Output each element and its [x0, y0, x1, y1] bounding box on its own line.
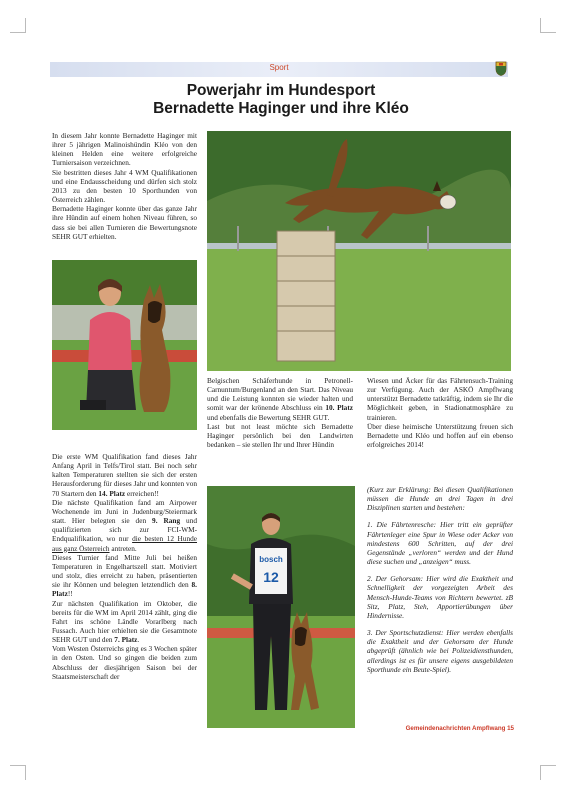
crop-mark — [25, 18, 26, 32]
left-paragraph — [52, 599, 197, 645]
left-column-text — [52, 452, 197, 681]
note-item-tracking: 1. Die Fährtenresche: Hier tritt ein geprüfter Fährtenleger eine Spur in Wiese oder Acker von mindestens 600 Schritten, auf der drei Gegenstände „verloren“ werden und der Hund diese suchen und „anzeigen“ muss. — [367, 520, 513, 567]
crop-mark — [540, 766, 541, 780]
vest-number-label: 12 — [263, 569, 279, 585]
left-paragraph — [52, 498, 197, 553]
text-run: und qualifizierten sich zur FCI-WM-Endqualifikation, wo nur — [52, 516, 197, 544]
intro-paragraph: Bernadette Haginger konnte über das ganze Jahr ihre Hündin auf einem hohen Niveau führen, so dass sie bei allen Turnieren die Bewertungsnote SEHR GUT erhielten. — [52, 204, 197, 241]
intro-text — [52, 131, 197, 241]
text-run-underline: die besten 12 Hunde aus ganz Österreich — [52, 534, 198, 553]
vest-brand-label: bosch — [259, 555, 283, 564]
left-paragraph — [52, 553, 197, 599]
section-label: Sport — [269, 63, 289, 72]
right-paragraph: Wiesen und Äcker für das Fährtensuch-Training zur Verfügung. Auch der ASKÖ Ampflwang unterstützt Bernadette tatkräftig, indem sie Ihr die Möglichkeit geben, in Stadionatmosphäre zu trainieren. — [367, 376, 513, 422]
article-title-line2: Bernadette Haginger und ihre Kléo — [153, 100, 409, 117]
crop-mark — [25, 766, 26, 780]
text-run-bold: 7. Platz — [114, 635, 138, 645]
crop-mark — [540, 765, 556, 766]
photo-handler-with-dog — [52, 260, 197, 430]
photo-heelwork-with-dog — [207, 486, 355, 728]
text-run: und ebenfalls die Bewertung SEHR GUT. — [207, 412, 330, 422]
text-run: Die erste WM Qualifikation fand dieses Jahr Anfang April in Telfs/Tirol statt. Bei noch sehr kalten Temperaturen stellten sie sich der ersten Herausforderung für dieses Jahr und konnten von 70 Startern den — [52, 452, 197, 498]
text-run: Die nächste Qualifikation fand am Airpower Wochenende im Juni in Judenburg/Steiermark statt. Hier belegten sie den — [52, 497, 197, 526]
text-run: erreichen!! — [125, 488, 159, 498]
explanation-note — [367, 485, 513, 682]
middle-paragraph: Last but not least möchte sich Bernadette Haginger persönlich bei den Landwirten bedanken – sie stellen Ihr und Ihrer Hündin — [207, 421, 353, 450]
middle-column-text — [207, 376, 353, 449]
crop-mark — [10, 765, 26, 766]
note-item-protection: 3. Der Sportschutzdienst: Hier werden ebenfalls die Exaktheit und der Gehorsam der Hunde abgeprüft (ähnlich wie bei Polizeidiensthunden, allerdings ist es für unsere eigens ausgebildeten Sporthunde ein Beute-Spiel). — [367, 628, 513, 674]
text-run: !! — [67, 589, 73, 599]
text-run: Belgischen Schäferhunde in Petronell-Carnuntum/Burgenland an den Start. Das Niveau und die Leistung konnten sie wieder halten und somit war der krönende Abschluss ein — [207, 376, 353, 413]
text-run-bold: 8. Platz — [52, 580, 197, 599]
text-run: . — [137, 635, 140, 645]
municipality-crest-icon — [495, 61, 507, 76]
text-run-bold: 14. Platz — [98, 488, 126, 498]
right-column-text — [367, 376, 513, 449]
text-run: Zur nächsten Qualifikation im Oktober, die bereits für die WM im April 2014 zählt, ging die Fahrt ins schöne Ländle Vorarlberg nach Fussach. Auch hier erhielten sie die Gesamtnote SEHR GUT und den — [52, 598, 197, 645]
article-title — [50, 82, 512, 118]
text-run-bold: 10. Platz — [325, 403, 353, 413]
text-run: antreten. — [109, 543, 137, 553]
crop-mark — [10, 32, 26, 33]
crop-mark — [540, 32, 556, 33]
page-footer: Gemeindenachrichten Ampflwang 15 — [405, 725, 514, 732]
note-intro: (Kurz zur Erklärung: Bei diesen Qualifikationen müssen die Hunde an drei Tagen in drei Disziplinen starten und bestehen: — [367, 485, 513, 513]
text-run-bold: 9. Rang — [152, 516, 181, 526]
intro-paragraph: In diesem Jahr konnte Bernadette Haginger mit ihrer 5 jährigen Malinoishündin Kléo von den kleinen Helden eine weitere erfolgreiche Turniersaison verzeichnen. — [52, 131, 197, 168]
section-header-band — [50, 62, 508, 77]
left-paragraph — [52, 452, 197, 498]
crop-mark — [540, 18, 541, 32]
article-title-line1: Powerjahr im Hundesport — [186, 82, 376, 99]
left-paragraph: Vom Westen Österreichs ging es 3 Wochen später in den Osten. Und so gingen die beiden zum Abschluss der diesjährigen Saison bei der Staatsmeisterschaft der — [52, 644, 197, 681]
right-paragraph: Über diese heimische Unterstützung freuen sich Bernadette und Kléo und hoffen auf ein ebenso erfolgreiches 2014! — [367, 421, 513, 450]
intro-paragraph: Sie bestritten dieses Jahr 4 WM Qualifikationen und eine Endausscheidung und dürfen sich stolz 2013 zu den besten 10 Sporthunden von Österreich zählen. — [52, 167, 197, 205]
middle-paragraph — [207, 376, 353, 422]
photo-dog-jumping-hurdle — [207, 131, 511, 371]
text-run: Dieses Turnier fand Mitte Juli bei heißen Temperaturen in Engelhartszell statt. Motiviert und stolz, dies erreicht zu haben, präsentierten sie ihr Können und belegten letztendlich den — [52, 552, 197, 590]
note-item-obedience: 2. Der Gehorsam: Hier wird die Exaktheit und Schnelligkeit der vorgezeigten Arbeit des Mensch-Hunde-Teams von Richtern bewertet. zB Sitz, Platz, Steh, Apportierübungen über Hindernisse. — [367, 574, 513, 620]
